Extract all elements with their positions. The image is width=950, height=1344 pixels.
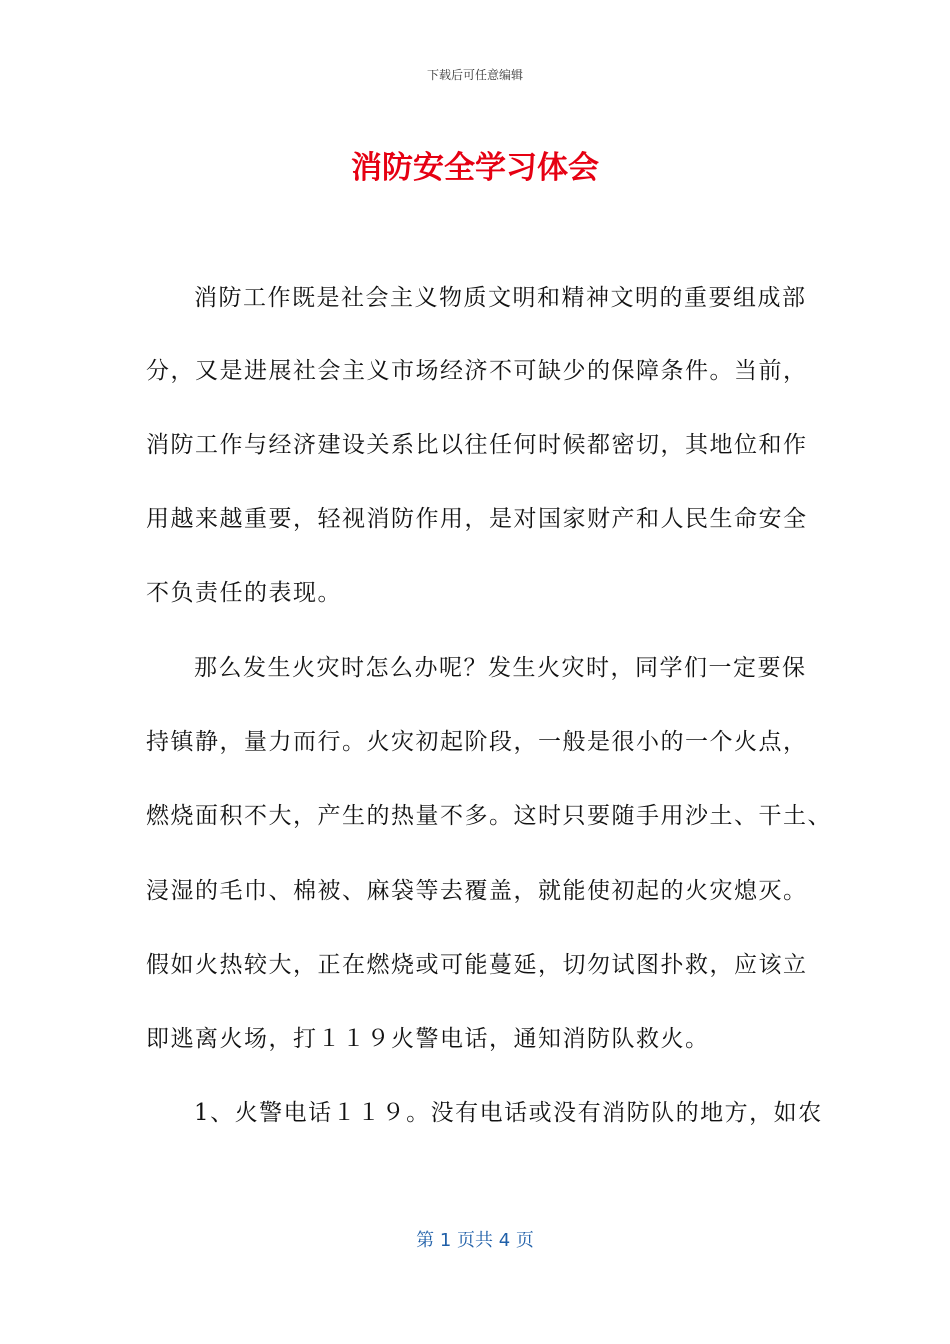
paragraph-1-line-3: 消防工作与经济建设关系比以往任何时候都密切，其地位和作 — [146, 432, 808, 458]
paragraph-2-line-1: 那么发生火灾时怎么办呢？发生火灾时，同学们一定要保 — [194, 655, 807, 681]
paragraph-1-line-5: 不负责任的表现。 — [146, 580, 342, 606]
header-note: 下载后可任意编辑 — [426, 68, 523, 82]
paragraph-2-line-3: 燃烧面积不大，产生的热量不多。这时只要随手用沙土、干土、 — [146, 803, 832, 829]
paragraph-2-line-2: 持镇静，量力而行。火灾初起阶段，一般是很小的一个火点， — [146, 729, 808, 755]
paragraph-1-line-2: 分，又是进展社会主义市场经济不可缺少的保障条件。当前， — [146, 358, 808, 384]
list-item-1-line-1: 1、火警电话１１９。没有电话或没有消防队的地方，如农 — [194, 1100, 823, 1126]
paragraph-1-line-1: 消防工作既是社会主义物质文明和精神文明的重要组成部 — [194, 285, 807, 311]
paragraph-2-line-4: 浸湿的毛巾、棉被、麻袋等去覆盖，就能使初起的火灾熄灭。 — [146, 878, 808, 904]
page-footer: 第 1 页共 4 页 — [416, 1230, 534, 1251]
document-title: 消防安全学习体会 — [351, 150, 599, 186]
paragraph-1-line-4: 用越来越重要，轻视消防作用，是对国家财产和人民生命安全 — [146, 506, 808, 532]
paragraph-2-line-6: 即逃离火场，打１１９火警电话，通知消防队救火。 — [146, 1026, 710, 1052]
paragraph-2-line-5: 假如火热较大，正在燃烧或可能蔓延，切勿试图扑救，应该立 — [146, 952, 808, 978]
